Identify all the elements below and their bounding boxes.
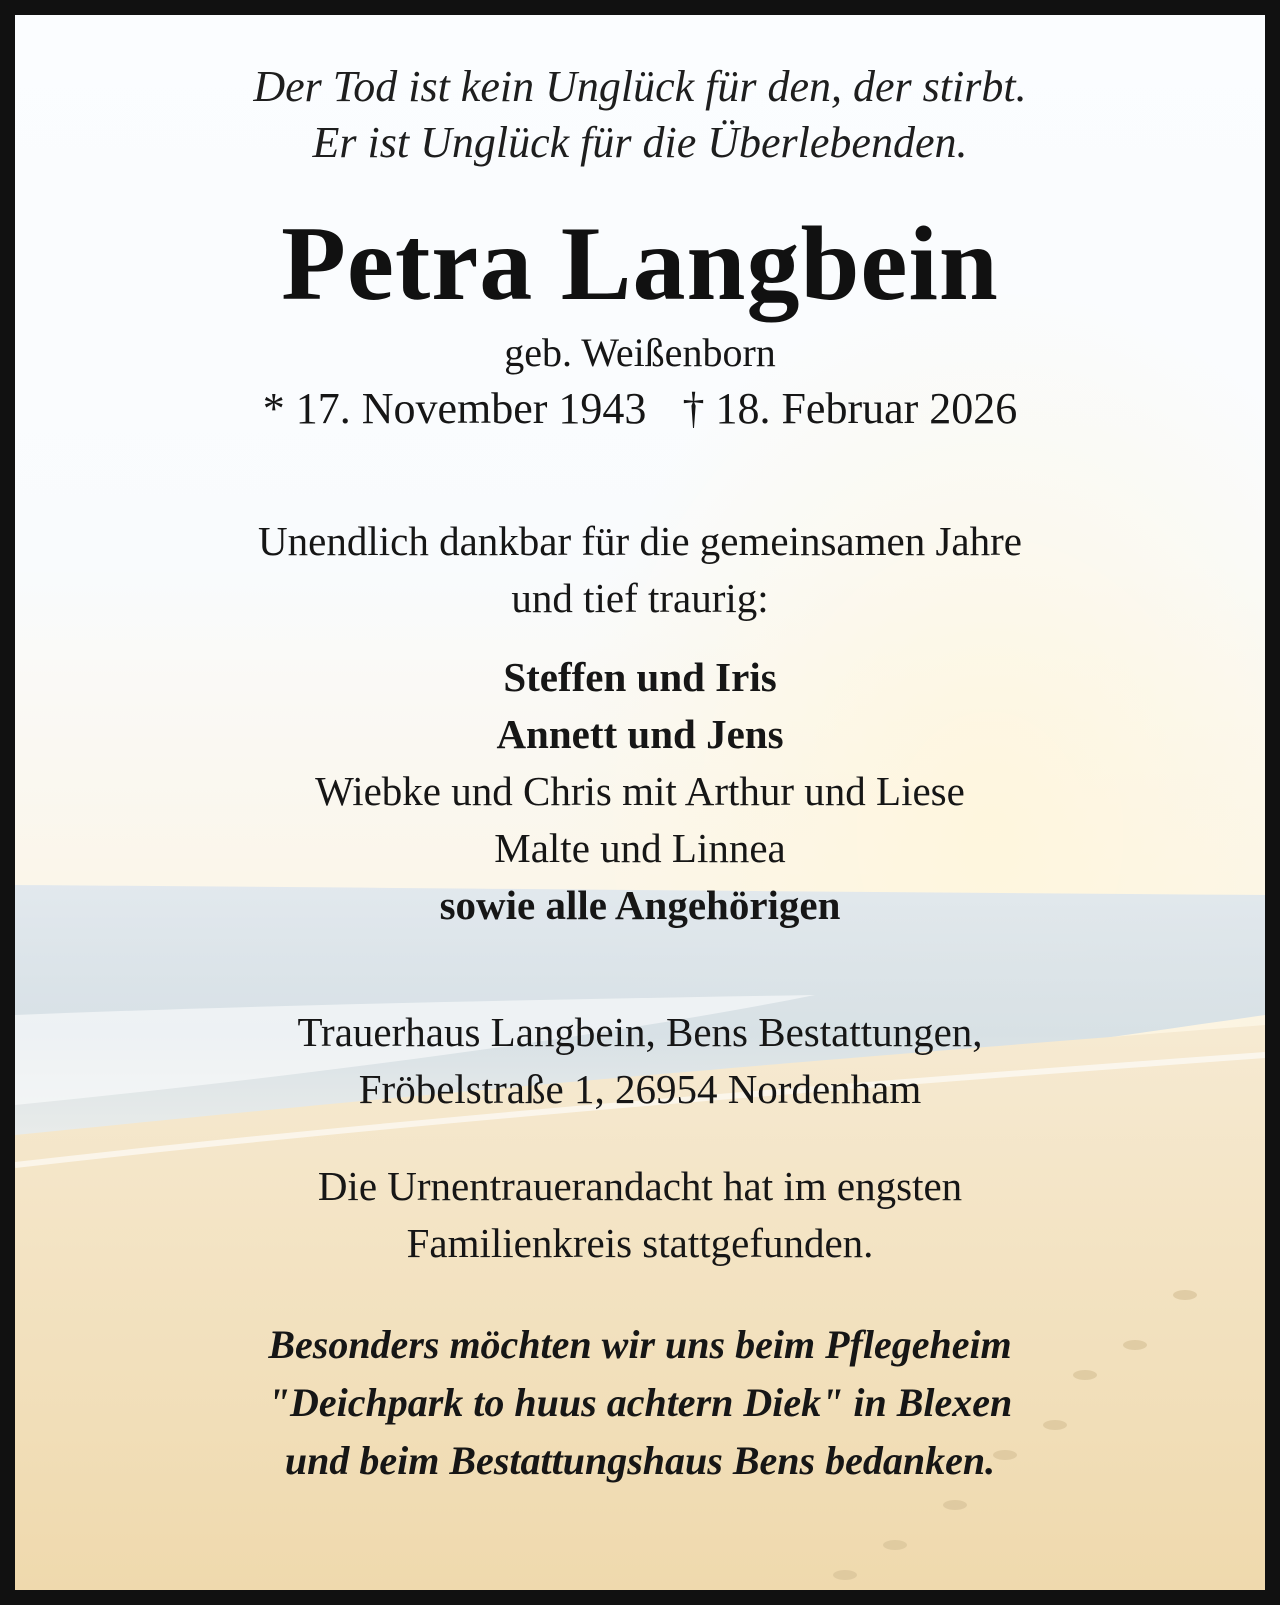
thanks-line-3: und beim Bestattungshaus Bens bedanken. [284, 1438, 996, 1483]
life-dates [15, 379, 1265, 439]
intro-line-1: Unendlich dankbar für die gemeinsamen Jahre [258, 518, 1022, 564]
thanks-line-2: "Deichpark to huus achtern Diek" in Blexen [267, 1380, 1013, 1425]
quote-line-1: Der Tod ist kein Unglück für den, der stirbt. [253, 62, 1027, 111]
mourner-line: Wiebke und Chris mit Arthur und Liese [315, 768, 965, 814]
quote-line-2: Er ist Unglück für die Überlebenden. [312, 118, 968, 167]
mourner-line: Malte und Linnea [494, 825, 786, 871]
mourner-line: sowie alle Angehörigen [439, 882, 841, 928]
death-date: † 18. Februar 2026 [682, 384, 1018, 433]
birth-name: geb. Weißenborn [504, 330, 776, 375]
intro-line-2: und tief traurig: [511, 575, 769, 621]
address-line-1: Trauerhaus Langbein, Bens Bestattungen, [297, 1009, 983, 1055]
thanks-line-1: Besonders möchten wir uns beim Pflegeheim [268, 1322, 1012, 1367]
birth-date: * 17. November 1943 [262, 384, 647, 433]
obituary-notice [15, 15, 1265, 1590]
ceremony-line-2: Familienkreis stattgefunden. [406, 1220, 874, 1266]
ceremony-line-1: Die Urnentrauerandacht hat im engsten [317, 1163, 963, 1209]
mourner-line: Steffen und Iris [503, 654, 777, 700]
mourner-line: Annett und Jens [496, 711, 784, 757]
notice-content [15, 15, 1265, 1490]
deceased-name: Petra Langbein [281, 205, 999, 322]
address-line-2: Fröbelstraße 1, 26954 Nordenham [358, 1066, 922, 1112]
